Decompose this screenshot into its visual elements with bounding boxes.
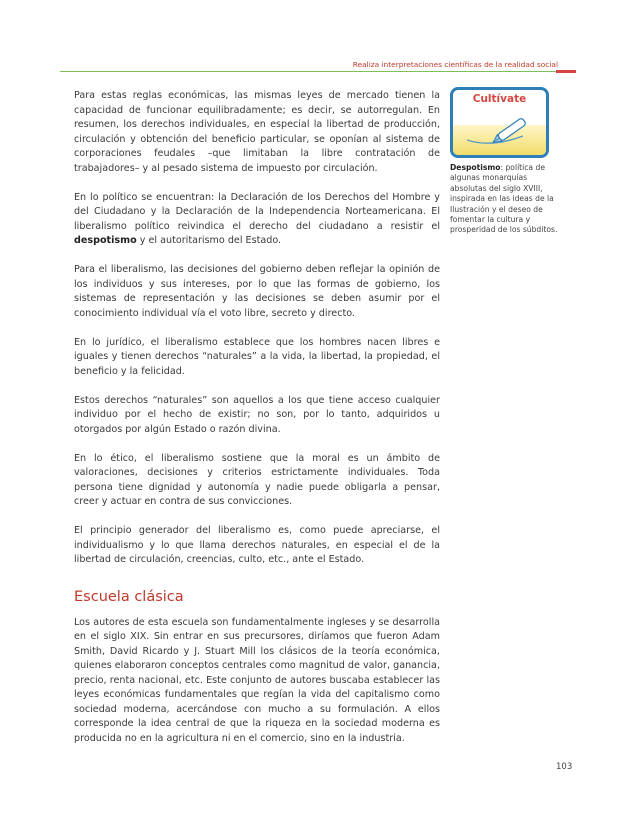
main-column bbox=[74, 89, 440, 761]
paragraph: En lo jurídico, el liberalismo establece que los hombres nacen libres e iguales y tienen derechos “naturales” a la vida, la libertad, la propiedad, el beneficio y la felicidad. bbox=[74, 336, 440, 377]
paragraph: El principio generador del liberalismo es, como puede apreciarse, el individualismo y lo que llama derechos naturales, en especial el de la libertad de circulación, creencias, culto, etc., ante el Estado. bbox=[74, 525, 440, 565]
paragraph-text: En lo político se encuentran: la Declaración de los Derechos del Hombre y del Ciudadano y la Declaración de la Independencia Norteamericana. El liberalismo político reivindica el derecho del ciudadano a resistir el bbox=[74, 191, 440, 232]
running-header: Realiza interpretaciones científicas de la realidad social bbox=[352, 60, 558, 69]
glossary-term: Despotismo bbox=[450, 163, 501, 172]
cultivate-badge bbox=[450, 87, 549, 158]
paragraph bbox=[74, 191, 440, 249]
glossary-definition: : política de algunas monarquías absolutas del siglo XVIII, inspirada en las ideas de la Ilustración y el deseo de fomentar la cultura y prosperidad de los súbditos. bbox=[450, 163, 558, 235]
glossary-note bbox=[450, 163, 562, 236]
paragraph: En lo ético, el liberalismo sostiene que la moral es un ámbito de valoraciones, decisiones y criterios estrictamente individuales. Toda persona tiene dignidad y autonomía y nadie puede obligarla a pensar, creer y actuar en contra de sus convicciones. bbox=[74, 452, 440, 507]
paragraph: Los autores de esta escuela son fundamentalmente ingleses y se desarrolla en el siglo XIX. Sin entrar en sus precursores, diríamos que fueron Adam Smith, David Ricardo y J. Stuart Mill los clásicos de la teoría económica, quienes elaboraron conceptos centrales como magnitud de valor, ganancia, precio, renta nacional, etc. Este conjunto de autores buscaba establecer las leyes económicas fundamentales que regían la vida del capitalismo como sociedad moderna, acercándose con mucho a su formulación. A ellos corresponde la idea central de que la riqueza en la sociedad moderna es producida no en la agricultura ni en el comercio, sino en la industria. bbox=[74, 616, 440, 744]
paragraph-text: y el autoritarismo del Estado. bbox=[136, 235, 282, 246]
badge-label: Cultívate bbox=[463, 90, 536, 110]
keyword-despotismo: despotismo bbox=[74, 235, 137, 246]
page-number: 103 bbox=[556, 762, 573, 772]
section-heading: Escuela clásica bbox=[74, 588, 184, 605]
paragraph: Estos derechos “naturales” son aquellos a los que tiene acceso cualquier individuo por el hecho de existir; no son, por lo tanto, adquiridos u otorgados por algún Estado o razón divina. bbox=[74, 394, 440, 435]
paragraph: Para estas reglas económicas, las mismas leyes de mercado tienen la capacidad de funcionar equilibradamente; es decir, se autorregulan. En resumen, los derechos individuales, en especial la libertad de producción, circulación y obtención del beneficio particular, se oponían al sistema de corporaciones feudales –que limitaban la libre contratación de trabajadores– y al pesado sistema de impuesto por circulación. bbox=[74, 90, 440, 174]
header-rule bbox=[60, 71, 556, 72]
paragraph: Para el liberalismo, las decisiones del gobierno deben reflejar la opinión de los individuos y sus intereses, por lo que las formas de gobierno, los sistemas de representación y las decisiones se deben asumir por el conocimiento individual vía el voto libre, secreto y directo. bbox=[74, 264, 440, 319]
header-rule-accent bbox=[556, 70, 576, 73]
